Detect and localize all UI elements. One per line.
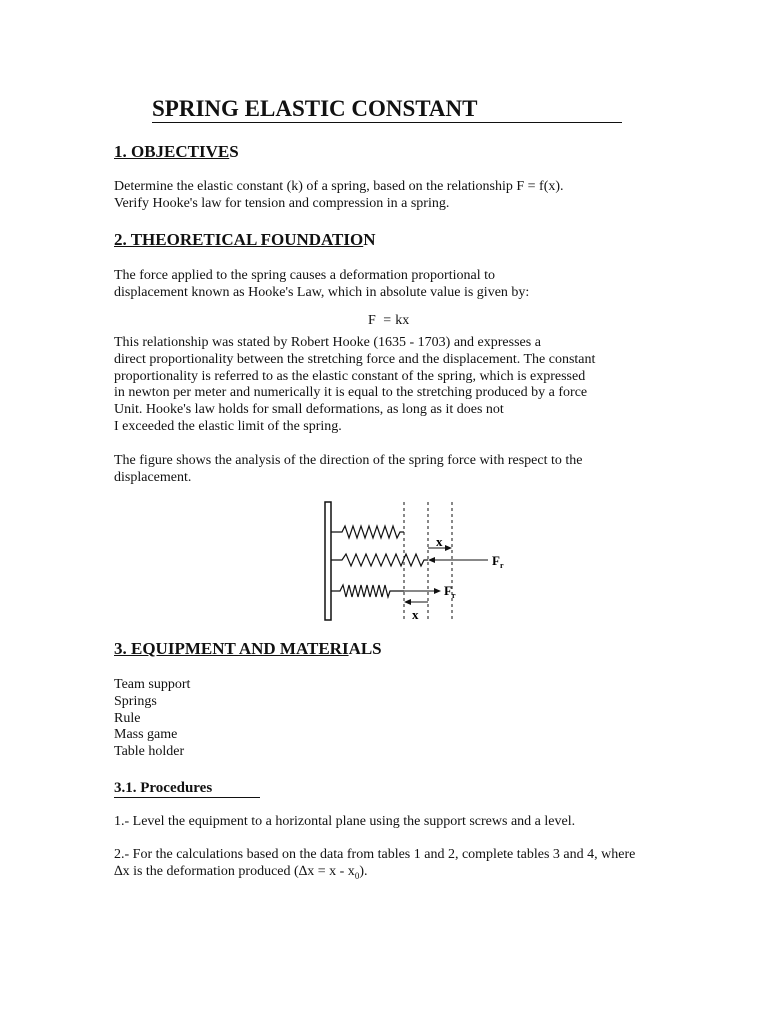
theory-paragraph-2 (114, 335, 674, 436)
equation-rhs: kx (395, 313, 410, 328)
heading-theory (114, 230, 376, 250)
procedure-step-2 (114, 847, 694, 884)
theory-p2-line-2: direct proportionality between the stretching force and the displacement. The constant (114, 351, 596, 367)
list-item: Rule (114, 710, 141, 726)
heading-theory-underlined: 2. THEORETICAL FOUNDATIO (114, 230, 364, 249)
heading-objectives (114, 142, 239, 162)
label-fr-compress-main: F (444, 583, 452, 598)
equipment-list (114, 677, 190, 761)
fr-arrow-stretch-head (428, 557, 435, 563)
spring-stretched (331, 554, 428, 566)
spring-natural (331, 526, 404, 538)
objectives-paragraph (114, 179, 674, 213)
x-arrow-bottom-head (404, 599, 411, 605)
heading-equipment-underlined: 3. EQUIPMENT AND MATERI (114, 639, 349, 658)
heading-objectives-rest: S (229, 142, 239, 161)
list-item: Table holder (114, 744, 185, 760)
theory-p2-line-3: proportionality is referred to as the elastic constant of the spring, which is expressed (114, 368, 586, 384)
procedure-step-2-sub: 0 (354, 870, 360, 881)
objectives-line-2: Verify Hooke's law for tension and compression in a spring. (114, 195, 450, 211)
heading-equipment-rest: ALS (348, 639, 382, 658)
label-x-top: x (436, 534, 443, 549)
theory-paragraph-3 (114, 453, 674, 487)
wall-support (325, 502, 331, 620)
document-title: SPRING ELASTIC CONSTANT (152, 96, 622, 123)
label-fr-stretch-main: F (492, 553, 500, 568)
theory-p1-line-1: The force applied to the spring causes a deformation proportional to (114, 268, 495, 283)
x-arrow-top-head (445, 545, 452, 551)
label-fr-stretch-sub: r (499, 561, 504, 570)
list-item: Team support (114, 677, 191, 692)
equation-op: = (383, 313, 392, 328)
list-item: Springs (114, 693, 157, 709)
label-fr-compress (444, 583, 456, 600)
theory-p3-line-2: displacement. (114, 469, 192, 485)
spring-force-figure (320, 498, 520, 624)
label-fr-compress-sub: r (451, 591, 456, 600)
procedure-step-2-line-2a: ∆x is the deformation produced (∆x = x - x (114, 863, 355, 879)
theory-p3-line-1: The figure shows the analysis of the direction of the spring force with respect to the (114, 453, 583, 468)
theory-p2-line-6: I exceeded the elastic limit of the spring. (114, 418, 342, 434)
spring-compressed (331, 585, 404, 597)
label-fr-stretch (492, 553, 504, 570)
objectives-line-1: Determine the elastic constant (k) of a spring, based on the relationship F = f(x). (114, 179, 564, 194)
theory-p2-line-5: Unit. Hooke's law holds for small deformations, as long as it does not (114, 402, 504, 418)
heading-procedures: 3.1. Procedures (114, 779, 260, 798)
theory-p2-line-4: in newton per meter and numerically it is equal to the stretching produced by a force (114, 385, 588, 401)
theory-paragraph-1 (114, 268, 674, 302)
theory-p1-line-2: displacement known as Hooke's Law, which in absolute value is given by: (114, 284, 530, 300)
procedure-step-1: 1.- Level the equipment to a horizontal plane using the support screws and a level. (114, 814, 576, 829)
label-x-bottom: x (412, 607, 419, 622)
hooke-equation (366, 313, 411, 329)
procedure-step-2-line-2b: ). (359, 863, 368, 879)
heading-theory-rest: N (363, 230, 376, 249)
heading-equipment (114, 639, 382, 659)
fr-arrow-compress-head (434, 588, 441, 594)
procedure-step-2-line-1: 2.- For the calculations based on the data from tables 1 and 2, complete tables 3 and 4, where (114, 847, 636, 862)
equation-lhs: F (368, 313, 376, 328)
theory-p2-line-1: This relationship was stated by Robert Hooke (1635 - 1703) and expresses a (114, 335, 541, 350)
heading-objectives-underlined: 1. OBJECTIVE (114, 142, 230, 161)
list-item: Mass game (114, 727, 178, 743)
